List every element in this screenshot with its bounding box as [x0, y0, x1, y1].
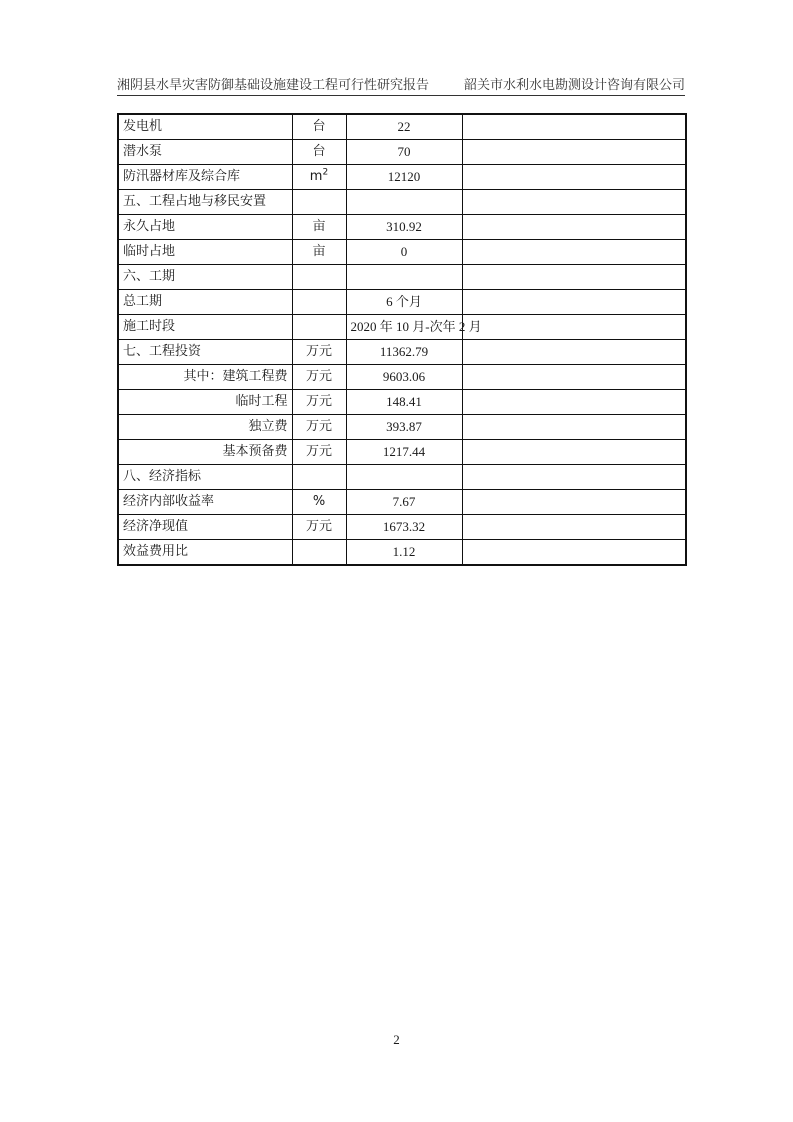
- row-unit: [292, 190, 346, 215]
- row-unit: [292, 390, 346, 415]
- row-unit: [292, 140, 346, 165]
- row-item-name: 六、工期: [118, 265, 292, 290]
- row-unit: [292, 440, 346, 465]
- row-unit-text: 亩: [312, 244, 326, 259]
- row-value: 22: [346, 114, 462, 140]
- table-row: [118, 340, 686, 365]
- row-unit: [292, 315, 346, 340]
- row-item-name: 经济内部收益率: [118, 490, 292, 515]
- row-value: [346, 265, 462, 290]
- header-rule: [117, 95, 685, 96]
- row-note: [462, 265, 686, 290]
- row-note: [462, 315, 686, 340]
- row-note: [462, 440, 686, 465]
- row-value: [346, 190, 462, 215]
- row-note: [462, 215, 686, 240]
- row-value: 393.87: [346, 415, 462, 440]
- row-note: [462, 515, 686, 540]
- row-unit: [292, 515, 346, 540]
- row-note: [462, 465, 686, 490]
- table-row: [118, 240, 686, 265]
- row-value: 1217.44: [346, 440, 462, 465]
- row-item-name: 八、经济指标: [118, 465, 292, 490]
- row-value: 2020 年 10 月-次年 2 月: [346, 315, 462, 340]
- row-unit-text: 万元: [305, 369, 332, 384]
- row-value: [346, 465, 462, 490]
- table-row: [118, 540, 686, 566]
- row-unit: [292, 265, 346, 290]
- row-unit-text: %: [312, 494, 326, 509]
- row-unit: [292, 540, 346, 566]
- row-unit: [292, 340, 346, 365]
- row-value: 310.92: [346, 215, 462, 240]
- row-unit-text: 万元: [305, 444, 332, 459]
- row-note: [462, 540, 686, 566]
- row-item-name: 潜水泵: [118, 140, 292, 165]
- row-note: [462, 365, 686, 390]
- table-row: [118, 465, 686, 490]
- row-unit: [292, 490, 346, 515]
- row-unit: [292, 240, 346, 265]
- row-item-name: 五、工程占地与移民安置: [118, 190, 292, 215]
- row-value: 148.41: [346, 390, 462, 415]
- row-note: [462, 290, 686, 315]
- row-unit-text: 亩: [312, 219, 326, 234]
- row-note: [462, 140, 686, 165]
- row-item-name: 施工时段: [118, 315, 292, 340]
- row-unit-text: 万元: [305, 394, 332, 409]
- row-unit: [292, 114, 346, 140]
- table-row: [118, 165, 686, 190]
- row-unit-text: 万元: [305, 344, 332, 359]
- row-unit-text: 万元: [305, 419, 332, 434]
- page-number: 2: [393, 1032, 400, 1047]
- row-unit: [292, 415, 346, 440]
- table-row: [118, 215, 686, 240]
- row-note: [462, 190, 686, 215]
- row-item-name: 效益费用比: [118, 540, 292, 566]
- row-note: [462, 340, 686, 365]
- row-item-name: 总工期: [118, 290, 292, 315]
- table-row: [118, 190, 686, 215]
- row-value: 0: [346, 240, 462, 265]
- row-item-name: 其中：建筑工程费: [118, 365, 292, 390]
- row-value: 1.12: [346, 540, 462, 566]
- row-note: [462, 490, 686, 515]
- table-row: [118, 515, 686, 540]
- row-item-name: 基本预备费: [118, 440, 292, 465]
- row-item-name: 永久占地: [118, 215, 292, 240]
- row-note: [462, 390, 686, 415]
- header-company-name: 韶关市水利水电勘测设计咨询有限公司: [463, 78, 685, 93]
- row-unit-text: m: [309, 169, 323, 184]
- row-unit: [292, 465, 346, 490]
- row-value: 70: [346, 140, 462, 165]
- row-note: [462, 114, 686, 140]
- table-row: [118, 440, 686, 465]
- row-note: [462, 415, 686, 440]
- table-row: [118, 490, 686, 515]
- row-item-name: 经济净现值: [118, 515, 292, 540]
- project-indicators-table: [117, 113, 687, 566]
- row-item-name: 防汛器材库及综合库: [118, 165, 292, 190]
- table-row: [118, 140, 686, 165]
- row-value: 6 个月: [346, 290, 462, 315]
- row-value: 11362.79: [346, 340, 462, 365]
- table-row: [118, 390, 686, 415]
- row-unit: [292, 290, 346, 315]
- header-report-title: 湘阴县水旱灾害防御基础设施建设工程可行性研究报告: [117, 78, 430, 93]
- row-unit-text: 台: [312, 119, 326, 134]
- row-unit: [292, 215, 346, 240]
- row-value: 12120: [346, 165, 462, 190]
- running-header: [117, 74, 685, 94]
- table-row: [118, 114, 686, 140]
- table-body: [118, 114, 686, 565]
- row-item-name: 临时工程: [118, 390, 292, 415]
- row-unit-superscript: 2: [322, 167, 329, 178]
- row-item-name: 七、工程投资: [118, 340, 292, 365]
- row-item-name: 发电机: [118, 114, 292, 140]
- table-row: [118, 315, 686, 340]
- table-row: [118, 415, 686, 440]
- row-value: 9603.06: [346, 365, 462, 390]
- row-unit: [292, 165, 346, 190]
- table-row: [118, 290, 686, 315]
- row-item-name: 独立费: [118, 415, 292, 440]
- table-row: [118, 265, 686, 290]
- row-note: [462, 240, 686, 265]
- row-item-name: 临时占地: [118, 240, 292, 265]
- row-value: 7.67: [346, 490, 462, 515]
- row-value: 1673.32: [346, 515, 462, 540]
- row-unit: [292, 365, 346, 390]
- table-row: [118, 365, 686, 390]
- row-unit-text: 台: [312, 144, 326, 159]
- row-note: [462, 165, 686, 190]
- row-unit-text: 万元: [305, 519, 332, 534]
